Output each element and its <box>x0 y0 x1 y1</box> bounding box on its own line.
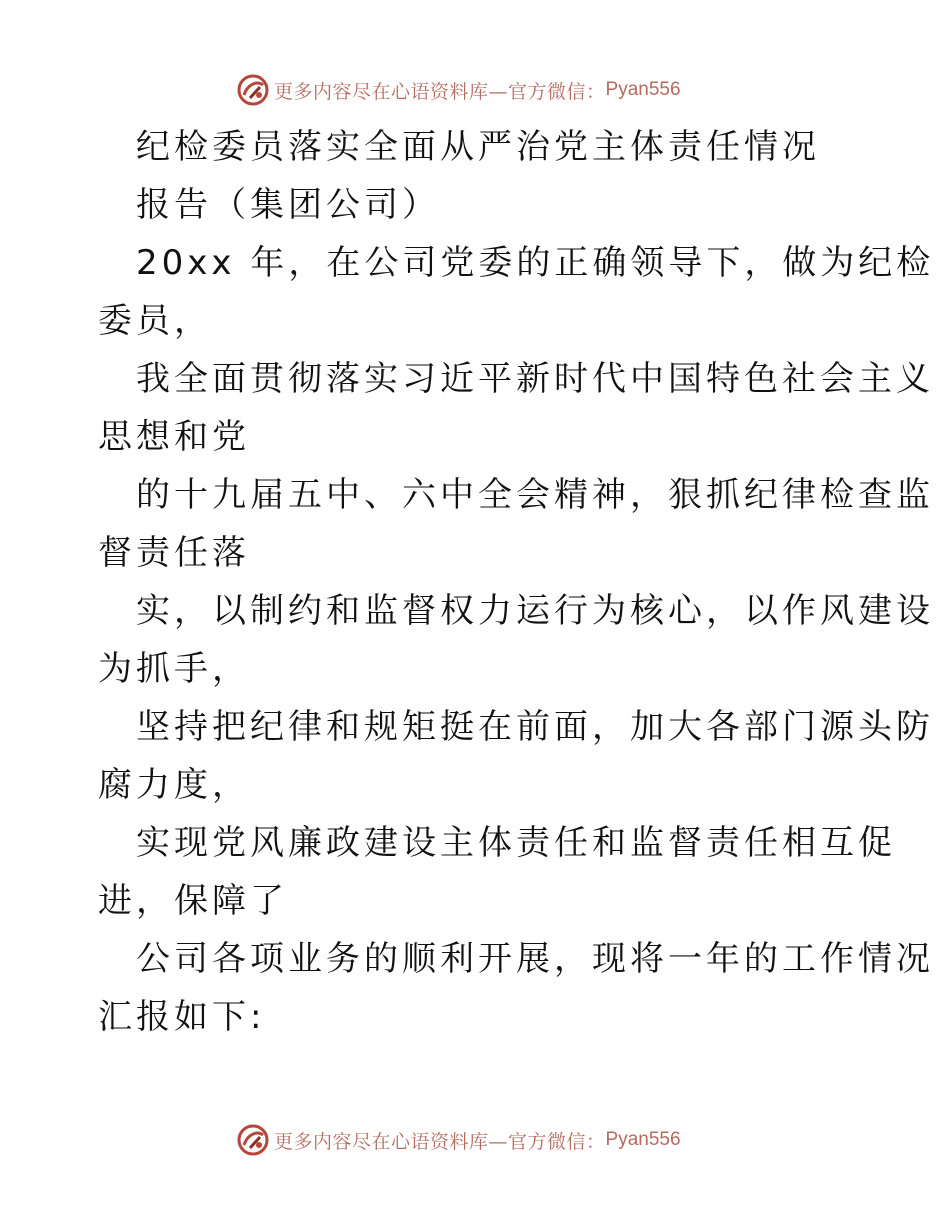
watermark-text: 更多内容尽在心语资料库—官方微信： <box>274 80 606 103</box>
document-title-line-1: 纪检委员落实全面从严治党主体责任情况 <box>136 127 820 167</box>
watermark-text: 更多内容尽在心语资料库—官方微信： <box>274 1130 606 1153</box>
document-body <box>98 118 935 1046</box>
paragraph-line: 20xx 年，在公司党委的正确领导下，做为纪检 <box>136 243 935 283</box>
document-title-line-2: 报告（集团公司） <box>136 185 440 225</box>
paragraph-line: 汇报如下: <box>98 997 266 1037</box>
paragraph-line: 腐力度， <box>98 765 250 805</box>
watermark-wechat-id: Pyan556 <box>605 79 681 100</box>
paragraph-line: 的十九届五中、六中全会精神，狠抓纪律检查监 <box>136 475 934 515</box>
header-watermark <box>236 72 681 108</box>
brand-logo-icon <box>236 73 270 107</box>
paragraph-line: 思想和党 <box>98 417 250 457</box>
paragraph-line: 督责任落 <box>98 533 250 573</box>
paragraph-line: 实，以制约和监督权力运行为核心，以作风建设 <box>136 591 934 631</box>
footer-watermark <box>236 1122 681 1158</box>
paragraph-line: 进，保障了 <box>98 881 288 921</box>
paragraph-line: 委员， <box>98 301 212 341</box>
brand-logo-icon <box>236 1123 270 1157</box>
paragraph-line: 公司各项业务的顺利开展，现将一年的工作情况 <box>136 939 934 979</box>
watermark-wechat-id: Pyan556 <box>605 1129 681 1150</box>
paragraph-line: 实现党风廉政建设主体责任和监督责任相互促 <box>136 823 896 863</box>
paragraph-line: 坚持把纪律和规矩挺在前面，加大各部门源头防 <box>136 707 934 747</box>
paragraph-line: 为抓手， <box>98 649 250 689</box>
paragraph-line: 我全面贯彻落实习近平新时代中国特色社会主义 <box>136 359 934 399</box>
